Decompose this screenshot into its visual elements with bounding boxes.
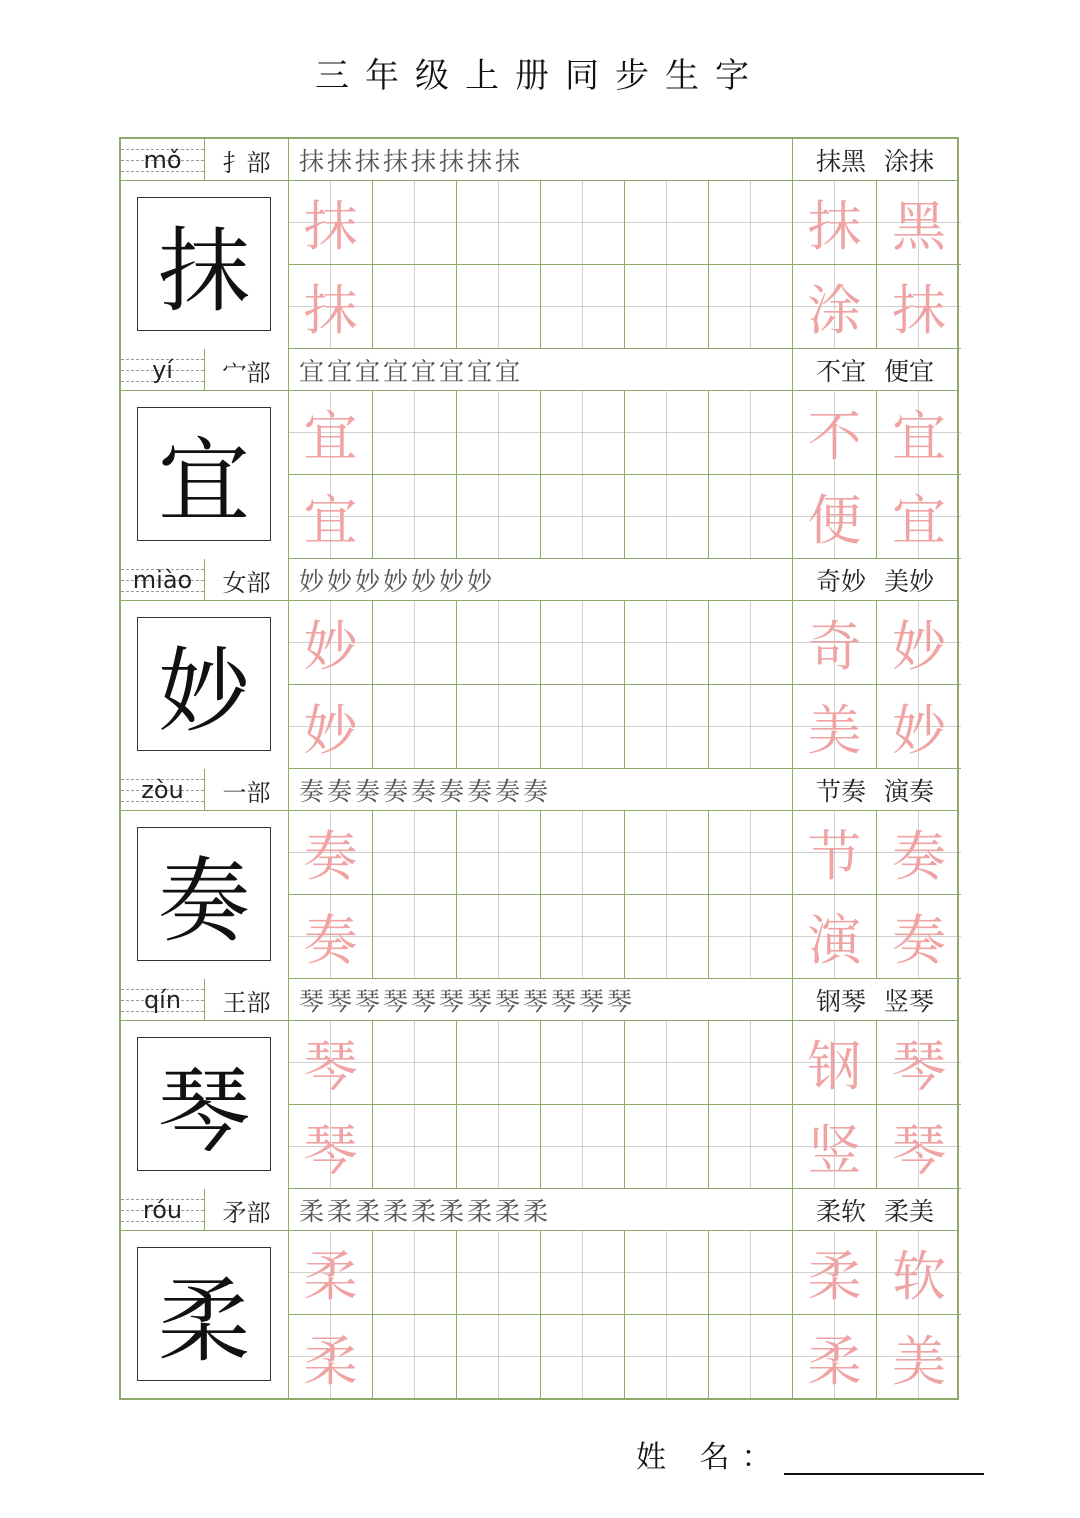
practice-cell[interactable] bbox=[541, 1231, 625, 1315]
radical: 扌部 bbox=[205, 139, 289, 181]
trace-cell: 便 bbox=[793, 475, 877, 559]
model-character: 抹 bbox=[137, 197, 271, 331]
practice-cell[interactable] bbox=[625, 685, 709, 769]
character-section bbox=[121, 1189, 957, 1399]
practice-cell[interactable] bbox=[457, 1021, 541, 1105]
practice-cell[interactable] bbox=[457, 391, 541, 475]
example-word: 柔美 bbox=[884, 1197, 935, 1226]
example-words bbox=[793, 769, 957, 811]
model-character: 妙 bbox=[137, 617, 271, 751]
radical: 王部 bbox=[205, 979, 289, 1021]
practice-cell[interactable] bbox=[709, 1315, 793, 1399]
stroke-order: 妙妙妙妙妙妙妙 bbox=[289, 559, 793, 601]
trace-cell: 宜 bbox=[877, 475, 961, 559]
model-character-box bbox=[121, 181, 289, 349]
trace-cell: 琴 bbox=[289, 1105, 373, 1189]
practice-grid bbox=[121, 601, 957, 769]
practice-cell[interactable] bbox=[625, 601, 709, 685]
practice-grid bbox=[121, 811, 957, 979]
trace-cell: 抹 bbox=[793, 181, 877, 265]
example-word: 奇妙 bbox=[815, 567, 866, 596]
character-section bbox=[121, 139, 957, 349]
practice-cell[interactable] bbox=[373, 181, 457, 265]
practice-cell[interactable] bbox=[709, 811, 793, 895]
practice-cell[interactable] bbox=[541, 685, 625, 769]
example-word: 钢琴 bbox=[815, 987, 866, 1016]
practice-cell[interactable] bbox=[709, 895, 793, 979]
trace-cell: 柔 bbox=[289, 1315, 373, 1399]
practice-cell[interactable] bbox=[541, 1105, 625, 1189]
model-character-box bbox=[121, 1231, 289, 1399]
page-title: 三年级上册同步生字 bbox=[315, 56, 765, 96]
practice-cell[interactable] bbox=[709, 265, 793, 349]
practice-cell[interactable] bbox=[373, 1231, 457, 1315]
trace-cell: 抹 bbox=[289, 265, 373, 349]
practice-sheet bbox=[119, 137, 959, 1400]
practice-cell[interactable] bbox=[541, 1315, 625, 1399]
practice-cell[interactable] bbox=[541, 265, 625, 349]
trace-cell: 软 bbox=[877, 1231, 961, 1315]
trace-cell: 奇 bbox=[793, 601, 877, 685]
practice-cell[interactable] bbox=[541, 601, 625, 685]
practice-cell[interactable] bbox=[541, 811, 625, 895]
practice-grid bbox=[121, 1021, 957, 1189]
trace-cell: 宜 bbox=[289, 391, 373, 475]
practice-cell[interactable] bbox=[457, 265, 541, 349]
practice-cell[interactable] bbox=[709, 181, 793, 265]
trace-cell: 节 bbox=[793, 811, 877, 895]
example-word: 竖琴 bbox=[884, 987, 935, 1016]
radical: 一部 bbox=[205, 769, 289, 811]
character-section bbox=[121, 769, 957, 979]
practice-cell[interactable] bbox=[625, 1105, 709, 1189]
practice-cell[interactable] bbox=[373, 391, 457, 475]
practice-cell[interactable] bbox=[373, 895, 457, 979]
pinyin-text: yí bbox=[152, 356, 173, 384]
trace-cell: 妙 bbox=[877, 601, 961, 685]
practice-cell[interactable] bbox=[625, 811, 709, 895]
practice-cell[interactable] bbox=[373, 1315, 457, 1399]
practice-cell[interactable] bbox=[625, 1315, 709, 1399]
practice-cell[interactable] bbox=[541, 475, 625, 559]
practice-grid bbox=[121, 181, 957, 349]
section-header bbox=[121, 979, 957, 1021]
practice-cell[interactable] bbox=[709, 475, 793, 559]
character-section bbox=[121, 979, 957, 1189]
model-character-box bbox=[121, 811, 289, 979]
practice-cell[interactable] bbox=[709, 391, 793, 475]
example-word: 不宜 bbox=[815, 357, 866, 386]
practice-cell[interactable] bbox=[457, 811, 541, 895]
trace-cell: 黑 bbox=[877, 181, 961, 265]
pinyin bbox=[121, 349, 205, 391]
name-label: 姓 名： bbox=[636, 1440, 784, 1475]
practice-cell[interactable] bbox=[625, 1021, 709, 1105]
example-words bbox=[793, 139, 957, 181]
example-word: 节奏 bbox=[815, 777, 866, 806]
practice-cell[interactable] bbox=[541, 895, 625, 979]
pinyin bbox=[121, 1189, 205, 1231]
example-word: 涂抹 bbox=[884, 147, 935, 176]
trace-cell: 妙 bbox=[877, 685, 961, 769]
trace-cell: 涂 bbox=[793, 265, 877, 349]
practice-cell[interactable] bbox=[709, 601, 793, 685]
practice-grid bbox=[121, 391, 957, 559]
practice-cell[interactable] bbox=[541, 1021, 625, 1105]
practice-cell[interactable] bbox=[373, 265, 457, 349]
trace-cell: 柔 bbox=[289, 1231, 373, 1315]
practice-cell[interactable] bbox=[457, 1231, 541, 1315]
practice-cell[interactable] bbox=[709, 1021, 793, 1105]
pinyin-text: zòu bbox=[141, 776, 184, 804]
trace-cell: 妙 bbox=[289, 685, 373, 769]
stroke-order: 宜宜宜宜宜宜宜宜 bbox=[289, 349, 793, 391]
trace-cell: 奏 bbox=[289, 895, 373, 979]
trace-cell: 美 bbox=[793, 685, 877, 769]
practice-cell[interactable] bbox=[625, 391, 709, 475]
stroke-order: 奏奏奏奏奏奏奏奏奏 bbox=[289, 769, 793, 811]
example-word: 便宜 bbox=[884, 357, 935, 386]
trace-cell: 柔 bbox=[793, 1315, 877, 1399]
practice-cell[interactable] bbox=[625, 1231, 709, 1315]
trace-cell: 琴 bbox=[877, 1105, 961, 1189]
practice-cell[interactable] bbox=[457, 1105, 541, 1189]
pinyin bbox=[121, 139, 205, 181]
practice-cell[interactable] bbox=[373, 475, 457, 559]
stroke-order: 抹抹抹抹抹抹抹抹 bbox=[289, 139, 793, 181]
stroke-order: 柔柔柔柔柔柔柔柔柔 bbox=[289, 1189, 793, 1231]
trace-cell: 奏 bbox=[877, 895, 961, 979]
section-header bbox=[121, 349, 957, 391]
practice-cell[interactable] bbox=[373, 1021, 457, 1105]
trace-cell: 钢 bbox=[793, 1021, 877, 1105]
section-header bbox=[121, 1189, 957, 1231]
practice-cell[interactable] bbox=[625, 895, 709, 979]
practice-cell[interactable] bbox=[457, 1315, 541, 1399]
practice-cell[interactable] bbox=[541, 391, 625, 475]
example-word: 美妙 bbox=[884, 567, 935, 596]
trace-cell: 竖 bbox=[793, 1105, 877, 1189]
trace-cell: 美 bbox=[877, 1315, 961, 1399]
trace-cell: 妙 bbox=[289, 601, 373, 685]
trace-cell: 奏 bbox=[289, 811, 373, 895]
character-section bbox=[121, 559, 957, 769]
practice-cell[interactable] bbox=[709, 1231, 793, 1315]
section-header bbox=[121, 769, 957, 811]
practice-cell[interactable] bbox=[709, 1105, 793, 1189]
practice-cell[interactable] bbox=[625, 475, 709, 559]
trace-cell: 奏 bbox=[877, 811, 961, 895]
pinyin bbox=[121, 769, 205, 811]
trace-cell: 柔 bbox=[793, 1231, 877, 1315]
section-header bbox=[121, 139, 957, 181]
pinyin-text: qín bbox=[143, 986, 182, 1014]
trace-cell: 宜 bbox=[877, 391, 961, 475]
trace-cell: 演 bbox=[793, 895, 877, 979]
example-word: 演奏 bbox=[884, 777, 935, 806]
model-character-box bbox=[121, 391, 289, 559]
practice-cell[interactable] bbox=[709, 685, 793, 769]
pinyin bbox=[121, 559, 205, 601]
practice-cell[interactable] bbox=[457, 685, 541, 769]
example-words bbox=[793, 1189, 957, 1231]
example-word: 柔软 bbox=[815, 1197, 866, 1226]
example-words bbox=[793, 559, 957, 601]
trace-cell: 不 bbox=[793, 391, 877, 475]
practice-cell[interactable] bbox=[457, 601, 541, 685]
trace-cell: 抹 bbox=[289, 181, 373, 265]
name-blank[interactable] bbox=[784, 1443, 984, 1475]
model-character-box bbox=[121, 1021, 289, 1189]
radical: 矛部 bbox=[205, 1189, 289, 1231]
example-word: 抹黑 bbox=[815, 147, 866, 176]
trace-cell: 宜 bbox=[289, 475, 373, 559]
name-field bbox=[636, 1432, 984, 1476]
model-character: 琴 bbox=[137, 1037, 271, 1171]
practice-cell[interactable] bbox=[373, 1105, 457, 1189]
radical: 女部 bbox=[205, 559, 289, 601]
section-header bbox=[121, 559, 957, 601]
practice-cell[interactable] bbox=[457, 181, 541, 265]
model-character: 宜 bbox=[137, 407, 271, 541]
model-character: 奏 bbox=[137, 827, 271, 961]
trace-cell: 琴 bbox=[877, 1021, 961, 1105]
character-section bbox=[121, 349, 957, 559]
pinyin-text: mǒ bbox=[143, 146, 182, 174]
practice-cell[interactable] bbox=[373, 601, 457, 685]
radical: 宀部 bbox=[205, 349, 289, 391]
trace-cell: 抹 bbox=[877, 265, 961, 349]
practice-cell[interactable] bbox=[625, 265, 709, 349]
practice-cell[interactable] bbox=[457, 475, 541, 559]
practice-cell[interactable] bbox=[373, 685, 457, 769]
example-words bbox=[793, 349, 957, 391]
example-words bbox=[793, 979, 957, 1021]
practice-grid bbox=[121, 1231, 957, 1397]
practice-cell[interactable] bbox=[625, 181, 709, 265]
pinyin bbox=[121, 979, 205, 1021]
practice-cell[interactable] bbox=[373, 811, 457, 895]
model-character-box bbox=[121, 601, 289, 769]
practice-cell[interactable] bbox=[541, 181, 625, 265]
practice-cell[interactable] bbox=[457, 895, 541, 979]
trace-cell: 琴 bbox=[289, 1021, 373, 1105]
model-character: 柔 bbox=[137, 1247, 271, 1381]
pinyin-text: róu bbox=[142, 1196, 183, 1224]
pinyin-text: miào bbox=[132, 566, 193, 594]
stroke-order: 琴琴琴琴琴琴琴琴琴琴琴琴 bbox=[289, 979, 793, 1021]
